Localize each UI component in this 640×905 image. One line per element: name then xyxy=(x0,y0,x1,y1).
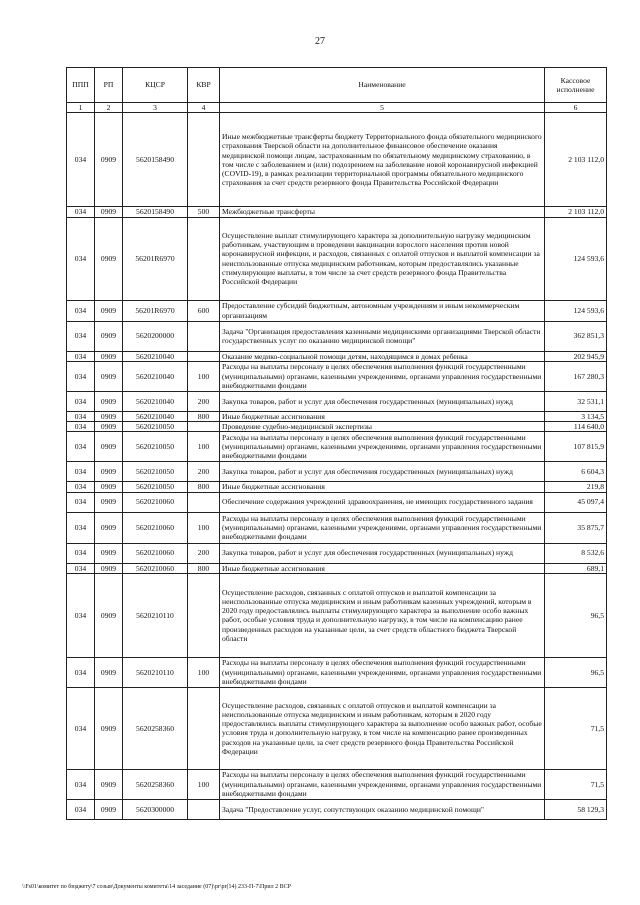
cell-kvr: 100 xyxy=(188,769,220,799)
cell-name: Расходы на выплаты персоналу в целях обеспечения выполнения функций государственными (муниципальными) органами, казенными учреждениями, органами управления государственными внебюджетными фондами xyxy=(220,361,545,391)
cell-kcsr: 5620210060 xyxy=(123,543,188,563)
cell-sum: 45 097,4 xyxy=(545,492,607,512)
table-row xyxy=(67,217,607,300)
cell-kcsr: 5620210040 xyxy=(123,361,188,391)
table-body xyxy=(67,113,607,820)
cell-sum: 124 593,6 xyxy=(545,217,607,300)
cell-rp: 0909 xyxy=(95,687,123,769)
column-number: 1 xyxy=(67,103,95,113)
cell-rp: 0909 xyxy=(95,217,123,300)
cell-name: Осуществление расходов, связанных с оплатой отпусков и выплатой компенсации за неиспользованные отпуска медицинским и иным работникам казенных учреждений, которым в 2020 году предоставлялись выплаты стимулирующего характера за выполнение особо важных работ, особые условия труда и дополнительную нагрузку, в том числе на компенсацию ранее произведенных расходов на указанные цели, за счет средств областного бюджета Тверской области xyxy=(220,573,545,657)
cell-ppp: 034 xyxy=(67,113,95,207)
table-row xyxy=(67,563,607,573)
table-row xyxy=(67,432,607,462)
cell-sum: 8 532,6 xyxy=(545,543,607,563)
cell-rp: 0909 xyxy=(95,482,123,492)
cell-kcsr: 5620210050 xyxy=(123,482,188,492)
cell-ppp: 034 xyxy=(67,207,95,217)
cell-kcsr: 5620210040 xyxy=(123,391,188,411)
cell-ppp: 034 xyxy=(67,432,95,462)
cell-name: Обеспечение содержания учреждений здравоохранения, не имеющих государственного задания xyxy=(220,492,545,512)
cell-kvr xyxy=(188,113,220,207)
cell-ppp: 034 xyxy=(67,482,95,492)
cell-kvr: 100 xyxy=(188,657,220,687)
cell-kcsr: 5620210060 xyxy=(123,492,188,512)
cell-sum: 71,5 xyxy=(545,687,607,769)
cell-ppp: 034 xyxy=(67,657,95,687)
cell-kvr: 800 xyxy=(188,411,220,421)
table-row xyxy=(67,351,607,361)
cell-rp: 0909 xyxy=(95,657,123,687)
cell-sum: 107 815,9 xyxy=(545,432,607,462)
cell-rp: 0909 xyxy=(95,321,123,351)
table-header-row xyxy=(67,68,607,103)
cell-sum: 689,1 xyxy=(545,563,607,573)
cell-kvr xyxy=(188,573,220,657)
cell-rp: 0909 xyxy=(95,351,123,361)
cell-kvr xyxy=(188,351,220,361)
cell-name: Иные межбюджетные трансферты бюджету Территориального фонда обязательного медицинского страхования Тверской области на дополнительное финансовое обеспечение оказания медицинской помощи лицам, застрахованным по обязательному медицинскому страхованию, в том числе с заболеванием и (или) подозрением на заболевание новой коронавирусной инфекцией (COVID-19), в рамках реализации территориальной программы обязательного медицинского страхования за счет средств резервного фонда Правительства Российской Федерации xyxy=(220,113,545,207)
cell-sum: 202 945,9 xyxy=(545,351,607,361)
cell-ppp: 034 xyxy=(67,799,95,819)
cell-rp: 0909 xyxy=(95,492,123,512)
cell-name: Закупка товаров, работ и услуг для обеспечения государственных (муниципальных) нужд xyxy=(220,543,545,563)
column-number: 6 xyxy=(545,103,607,113)
footer-file-path: \\Fs01\комитет по бюджету\7 созыв\Документы комитета\14 заседание (07)\pr\pr(14) 233-П-7\Прил 2 ВСР xyxy=(22,884,291,890)
cell-rp: 0909 xyxy=(95,512,123,543)
cell-name: Осуществление расходов, связанных с оплатой отпусков и выплатой компенсации за неиспользованные отпуска медицинским и иным работникам, которым в 2020 году предоставлялись выплаты стимулирующего характера за выполнение особо важных работ, особые условия труда и дополнительную нагрузку, в том числе на компенсацию ранее произведенных расходов на указанные цели, за счет средств резервного фонда Правительства Российской Федерации xyxy=(220,687,545,769)
cell-ppp: 034 xyxy=(67,217,95,300)
cell-kvr: 100 xyxy=(188,512,220,543)
cell-ppp: 034 xyxy=(67,543,95,563)
cell-sum: 124 593,6 xyxy=(545,300,607,321)
table-row xyxy=(67,391,607,411)
table-row xyxy=(67,321,607,351)
cell-rp: 0909 xyxy=(95,563,123,573)
cell-kvr: 800 xyxy=(188,563,220,573)
cell-kcsr: 5620158490 xyxy=(123,113,188,207)
table-row xyxy=(67,512,607,543)
cell-kcsr: 5620210060 xyxy=(123,512,188,543)
cell-rp: 0909 xyxy=(95,573,123,657)
cell-rp: 0909 xyxy=(95,113,123,207)
table-row xyxy=(67,769,607,799)
cell-name: Задача "Предоставление услуг, сопутствующих оказанию медицинской помощи" xyxy=(220,799,545,819)
cell-kvr: 200 xyxy=(188,462,220,482)
table-row xyxy=(67,687,607,769)
cell-ppp: 034 xyxy=(67,769,95,799)
cell-kvr xyxy=(188,687,220,769)
cell-kcsr: 5620210110 xyxy=(123,573,188,657)
cell-ppp: 034 xyxy=(67,351,95,361)
page-number: 27 xyxy=(315,36,325,47)
cell-name: Расходы на выплаты персоналу в целях обеспечения выполнения функций государственными (муниципальными) органами, казенными учреждениями, органами управления государственными внебюджетными фондами xyxy=(220,432,545,462)
cell-kvr: 500 xyxy=(188,207,220,217)
cell-rp: 0909 xyxy=(95,769,123,799)
cell-ppp: 034 xyxy=(67,573,95,657)
column-number: 5 xyxy=(220,103,545,113)
cell-kcsr: 5620210050 xyxy=(123,432,188,462)
cell-name: Иные бюджетные ассигнования xyxy=(220,482,545,492)
cell-name: Иные бюджетные ассигнования xyxy=(220,411,545,421)
cell-name: Проведение судебно-медицинской экспертизы xyxy=(220,422,545,432)
header-kvr: КВР xyxy=(188,68,220,103)
cell-kcsr: 5620210040 xyxy=(123,411,188,421)
cell-ppp: 034 xyxy=(67,492,95,512)
cell-sum: 32 531,1 xyxy=(545,391,607,411)
cell-sum: 2 103 112,0 xyxy=(545,207,607,217)
cell-kvr: 200 xyxy=(188,543,220,563)
cell-rp: 0909 xyxy=(95,361,123,391)
table-row xyxy=(67,207,607,217)
table-row xyxy=(67,492,607,512)
cell-kcsr: 5620200000 xyxy=(123,321,188,351)
cell-name: Расходы на выплаты персоналу в целях обеспечения выполнения функций государственными (муниципальными) органами, казенными учреждениями, органами управления государственными внебюджетными фондами xyxy=(220,657,545,687)
cell-ppp: 034 xyxy=(67,321,95,351)
cell-rp: 0909 xyxy=(95,207,123,217)
cell-kcsr: 56201R6970 xyxy=(123,217,188,300)
cell-sum: 2 103 112,0 xyxy=(545,113,607,207)
cell-kcsr: 5620300000 xyxy=(123,799,188,819)
cell-kvr: 100 xyxy=(188,361,220,391)
cell-ppp: 034 xyxy=(67,422,95,432)
table-row xyxy=(67,113,607,207)
cell-name: Расходы на выплаты персоналу в целях обеспечения выполнения функций государственными (муниципальными) органами, казенными учреждениями, органами управления государственными внебюджетными фондами xyxy=(220,769,545,799)
table-row xyxy=(67,799,607,819)
cell-kcsr: 5620210040 xyxy=(123,351,188,361)
table-row xyxy=(67,543,607,563)
cell-rp: 0909 xyxy=(95,422,123,432)
cell-ppp: 034 xyxy=(67,563,95,573)
cell-name: Межбюджетные трансферты xyxy=(220,207,545,217)
table-row xyxy=(67,573,607,657)
cell-kvr: 600 xyxy=(188,300,220,321)
cell-sum: 71,5 xyxy=(545,769,607,799)
cell-sum: 167 280,3 xyxy=(545,361,607,391)
column-number: 4 xyxy=(188,103,220,113)
cell-name: Расходы на выплаты персоналу в целях обеспечения выполнения функций государственными (муниципальными) органами, казенными учреждениями, органами управления государственными внебюджетными фондами xyxy=(220,512,545,543)
cell-sum: 96,5 xyxy=(545,573,607,657)
table-row xyxy=(67,300,607,321)
cell-kvr xyxy=(188,799,220,819)
cell-ppp: 034 xyxy=(67,687,95,769)
cell-rp: 0909 xyxy=(95,432,123,462)
cell-kvr: 800 xyxy=(188,482,220,492)
cell-sum: 219,8 xyxy=(545,482,607,492)
cell-kcsr: 5620210110 xyxy=(123,657,188,687)
cell-sum: 96,5 xyxy=(545,657,607,687)
cell-rp: 0909 xyxy=(95,799,123,819)
cell-sum: 3 134,5 xyxy=(545,411,607,421)
cell-kvr xyxy=(188,321,220,351)
column-number-row xyxy=(67,103,607,113)
table-row xyxy=(67,411,607,421)
cell-ppp: 034 xyxy=(67,462,95,482)
cell-ppp: 034 xyxy=(67,361,95,391)
header-sum: Кассовое исполнение xyxy=(545,68,607,103)
cell-name: Закупка товаров, работ и услуг для обеспечения государственных (муниципальных) нужд xyxy=(220,391,545,411)
column-number: 2 xyxy=(95,103,123,113)
table-row xyxy=(67,361,607,391)
column-number: 3 xyxy=(123,103,188,113)
cell-ppp: 034 xyxy=(67,411,95,421)
table-row xyxy=(67,482,607,492)
cell-sum: 58 129,3 xyxy=(545,799,607,819)
cell-rp: 0909 xyxy=(95,391,123,411)
cell-kcsr: 56201R6970 xyxy=(123,300,188,321)
cell-kvr xyxy=(188,217,220,300)
cell-sum: 35 875,7 xyxy=(545,512,607,543)
header-kcsr: КЦСР xyxy=(123,68,188,103)
cell-name: Предоставление субсидий бюджетным, автономным учреждениям и иным некоммерческим организациям xyxy=(220,300,545,321)
cell-kvr xyxy=(188,492,220,512)
cell-name: Иные бюджетные ассигнования xyxy=(220,563,545,573)
cell-name: Оказание медико-социальной помощи детям, находящимся в домах ребенка xyxy=(220,351,545,361)
cell-sum: 362 851,3 xyxy=(545,321,607,351)
cell-ppp: 034 xyxy=(67,512,95,543)
cell-rp: 0909 xyxy=(95,462,123,482)
cell-name: Закупка товаров, работ и услуг для обеспечения государственных (муниципальных) нужд xyxy=(220,462,545,482)
cell-kcsr: 5620158490 xyxy=(123,207,188,217)
cell-kvr xyxy=(188,422,220,432)
cell-kvr: 100 xyxy=(188,432,220,462)
cell-kcsr: 5620258360 xyxy=(123,687,188,769)
cell-sum: 6 604,3 xyxy=(545,462,607,482)
cell-kcsr: 5620210060 xyxy=(123,563,188,573)
cell-ppp: 034 xyxy=(67,300,95,321)
cell-kcsr: 5620210050 xyxy=(123,462,188,482)
cell-rp: 0909 xyxy=(95,300,123,321)
cell-rp: 0909 xyxy=(95,411,123,421)
budget-execution-table xyxy=(66,67,607,820)
cell-kcsr: 5620258360 xyxy=(123,769,188,799)
header-name: Наименование xyxy=(220,68,545,103)
cell-sum: 114 640,0 xyxy=(545,422,607,432)
cell-ppp: 034 xyxy=(67,391,95,411)
cell-kvr: 200 xyxy=(188,391,220,411)
table-row xyxy=(67,422,607,432)
table-row xyxy=(67,657,607,687)
header-ppp: ППП xyxy=(67,68,95,103)
table-row xyxy=(67,462,607,482)
header-rp: РП xyxy=(95,68,123,103)
cell-name: Осуществление выплат стимулирующего характера за дополнительную нагрузку медицинским работникам, участвующим в проведении вакцинации взрослого населения против новой коронавирусной инфекции, и расходов, связанных с оплатой отпусков и выплатой компенсации за неиспользованные отпуска медицинским работникам, которым предоставлялись указанные стимулирующие выплаты, в том числе за счет средств резервного фонда Правительства Российской Федерации xyxy=(220,217,545,300)
cell-kcsr: 5620210050 xyxy=(123,422,188,432)
cell-rp: 0909 xyxy=(95,543,123,563)
cell-name: Задача "Организация предоставления казенными медицинскими организациями Тверской области государственных услуг по оказанию медицинской помощи" xyxy=(220,321,545,351)
